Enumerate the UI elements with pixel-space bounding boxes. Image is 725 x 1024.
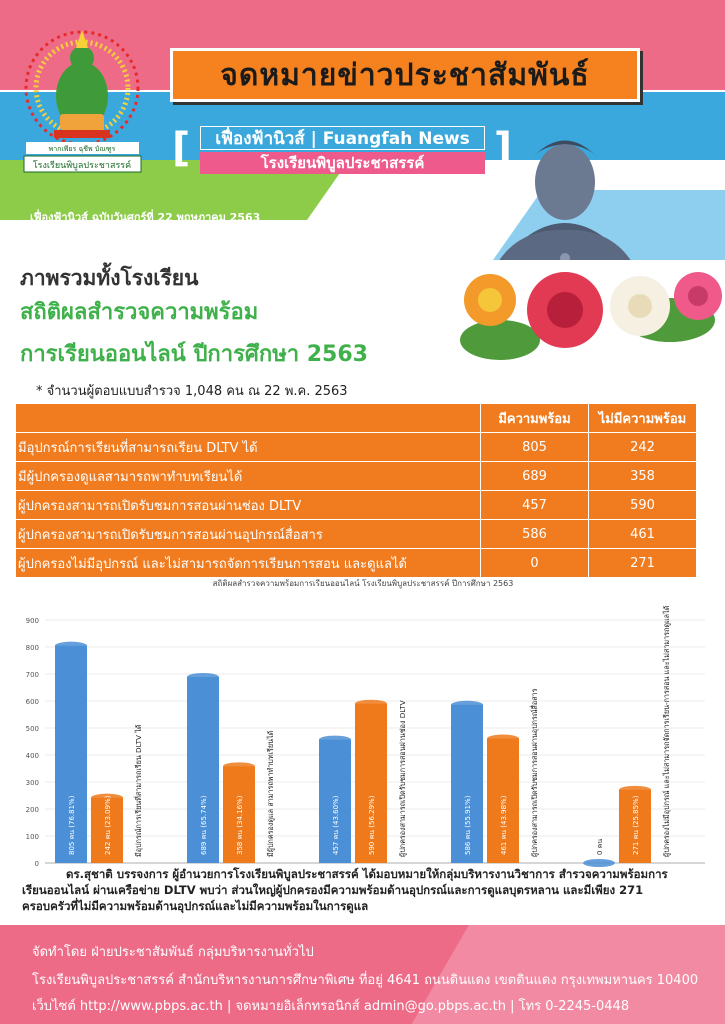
statue-icon — [470, 118, 660, 260]
logo-motto: พากเพียร ฉุชีพ บัณฑูร — [48, 145, 116, 153]
table-header-ready: มีความพร้อม — [481, 404, 589, 433]
newsletter-title-box — [170, 48, 640, 102]
table-row — [16, 520, 697, 549]
table-row — [16, 462, 697, 491]
chart-bar-top — [223, 762, 255, 770]
school-logo — [20, 18, 145, 178]
chart-category-label: ผู้ปกครองสามารถเปิดรับชมการสอนผ่านช่อง DLTV — [398, 700, 407, 857]
chart-data-label: 461 คน (43.98%) — [500, 795, 508, 855]
chart-title: สถิติผลสำรวจความพร้อมการเรียนออนไลน์ โรงเรียนพิบูลประชาสรรค์ ปีการศึกษา 2563 — [212, 579, 514, 588]
row-not-ready: 242 — [589, 433, 697, 462]
table-row — [16, 491, 697, 520]
chart-bars — [55, 605, 671, 867]
row-label: มีผู้ปกครองดูแลสามารถพาทำบทเรียนได้ — [16, 462, 481, 491]
chart-y-tick-label: 300 — [25, 779, 39, 787]
chart-category-label: ผู้ปกครองไม่มีอุปกรณ์ และไม่สามารถจัดการเรียน-การสอน และไม่สามารถดูแลได้ — [662, 605, 671, 857]
chart-y-tick-label: 900 — [25, 617, 39, 625]
table-header-row — [16, 404, 697, 433]
chart-data-label: 586 คน (55.91%) — [464, 795, 472, 855]
footer-address: โรงเรียนพิบูลประชาสรรค์ สำนักบริหารงานการศึกษาพิเศษ ที่อยู่ 4641 ถนนดินแดง เขตดินแดง กรุงเทพมหานคร 10400 — [32, 973, 699, 988]
logo-caption: โรงเรียนพิบูลประชาสรรค์ — [32, 161, 132, 171]
row-ready: 457 — [481, 491, 589, 520]
headline-survey-stats: สถิติผลสำรวจความพร้อม — [20, 300, 259, 325]
newsletter-header — [0, 0, 725, 260]
row-not-ready: 590 — [589, 491, 697, 520]
row-not-ready: 271 — [589, 549, 697, 578]
chart-y-tick-label: 700 — [25, 671, 39, 679]
respondent-note: * จำนวนผู้ตอบแบบสำรวจ 1,048 คน ณ 22 พ.ค. 2563 — [36, 384, 348, 399]
row-ready: 0 — [481, 549, 589, 578]
row-not-ready: 358 — [589, 462, 697, 491]
chart-bar-top — [55, 642, 87, 650]
chart-y-tick-label: 0 — [34, 860, 39, 868]
chart-y-tick-label: 200 — [25, 806, 39, 814]
chart-bar-top — [487, 735, 519, 743]
subtitle-news-name: เฟื่องฟ้านิวส์ | Fuangfah News — [200, 126, 485, 150]
subtitle-school-name: โรงเรียนพิบูลประชาสรรค์ — [200, 152, 485, 174]
chart-bar-top — [355, 700, 387, 708]
chart-data-label: 805 คน (76.81%) — [68, 795, 76, 855]
newsletter-footer — [0, 925, 725, 1024]
newsletter-title: จดหมายข่าวประชาสัมพันธ์ — [220, 57, 590, 93]
table-row — [16, 433, 697, 462]
footer-producer: จัดทำโดย ฝ่ายประชาสัมพันธ์ กลุ่มบริหารงานทั่วไป — [32, 945, 314, 960]
chart-data-label: 457 คน (43.60%) — [332, 795, 340, 855]
table-row — [16, 549, 697, 578]
row-ready: 586 — [481, 520, 589, 549]
flowers-decoration-icon — [440, 240, 725, 390]
row-label: ผู้ปกครองสามารถเปิดรับชมการสอนผ่านอุปกรณ์สื่อสาร — [16, 520, 481, 549]
survey-chart — [15, 575, 710, 875]
row-label: ผู้ปกครองไม่มีอุปกรณ์ และไม่สามารถจัดการเรียนการสอน และดูแลได้ — [16, 549, 481, 578]
chart-category-label: ผู้ปกครองสามารถเปิดรับชมการสอนผ่านอุปกรณ์สื่อสาร — [530, 688, 539, 857]
row-label: ผู้ปกครองสามารถเปิดรับชมการสอนผ่านช่อง DLTV — [16, 491, 481, 520]
chart-data-label: 0 คน — [596, 838, 604, 855]
headline-overview: ภาพรวมทั้งโรงเรียน — [20, 266, 199, 290]
chart-category-label: มีอุปกรณ์การเรียนที่สามารถเรียน DLTV ได้ — [134, 724, 143, 857]
row-ready: 805 — [481, 433, 589, 462]
survey-chart-svg — [15, 575, 710, 875]
bracket-left-icon: [ — [172, 125, 191, 171]
row-not-ready: 461 — [589, 520, 697, 549]
survey-table — [15, 403, 697, 578]
chart-y-tick-label: 400 — [25, 752, 39, 760]
chart-data-label: 242 คน (23.09%) — [104, 795, 112, 855]
footer-contact: เว็บไซต์ http://www.pbps.ac.th | จดหมายอิเล็กทรอนิกส์ admin@go.pbps.ac.th | โทร 0-2245-0448 — [32, 999, 630, 1014]
bracket-right-icon: ] — [493, 125, 512, 171]
chart-bar-top — [187, 673, 219, 681]
chart-data-label: 590 คน (56.29%) — [368, 795, 376, 855]
chart-bar-top — [451, 701, 483, 709]
chart-bar-top — [319, 736, 351, 744]
chart-y-tick-label: 500 — [25, 725, 39, 733]
row-label: มีอุปกรณ์การเรียนที่สามารถเรียน DLTV ได้ — [16, 433, 481, 462]
row-ready: 689 — [481, 462, 589, 491]
table-header-not-ready: ไม่มีความพร้อม — [589, 404, 697, 433]
headline-online-learning: การเรียนออนไลน์ ปีการศึกษา 2563 — [20, 342, 368, 367]
chart-y-tick-label: 800 — [25, 644, 39, 652]
table-header-label — [16, 404, 481, 433]
chart-y-tick-label: 600 — [25, 698, 39, 706]
summary-paragraph: ดร.สุชาติ บรรจงการ ผู้อำนวยการโรงเรียนพิบูลประชาสรรค์ ได้มอบหมายให้กลุ่มบริหารงานวิชาการ สำรวจความพร้อมการเรียนออนไลน์ ผ่านเครือข่าย DLTV พบว่า ส่วนใหญ่ผู้ปกครองมีความพร้อมด้านอุปกรณ์และการดูแลบุตรหลาน และมีเพียง 271 ครอบครัวที่ไม่มีความพร้อมด้านอุปกรณ์และไม่มีความพร้อมในการดูแล — [22, 867, 668, 913]
chart-y-tick-label: 100 — [25, 833, 39, 841]
issue-date: เฟื่องฟ้านิวส์ ฉบับวันศุกร์ที่ 22 พฤษภาคม 2563 — [30, 211, 261, 224]
chart-data-label: 689 คน (65.74%) — [200, 795, 208, 855]
newsletter-subtitle — [172, 122, 512, 182]
chart-bar-top — [619, 786, 651, 794]
chart-data-label: 271 คน (25.85%) — [632, 795, 640, 855]
chart-data-label: 358 คน (34.16%) — [236, 795, 244, 855]
chart-category-label: มีผู้ปกครองดูแล สามารถพาทำบทเรียนได้ — [266, 730, 275, 857]
